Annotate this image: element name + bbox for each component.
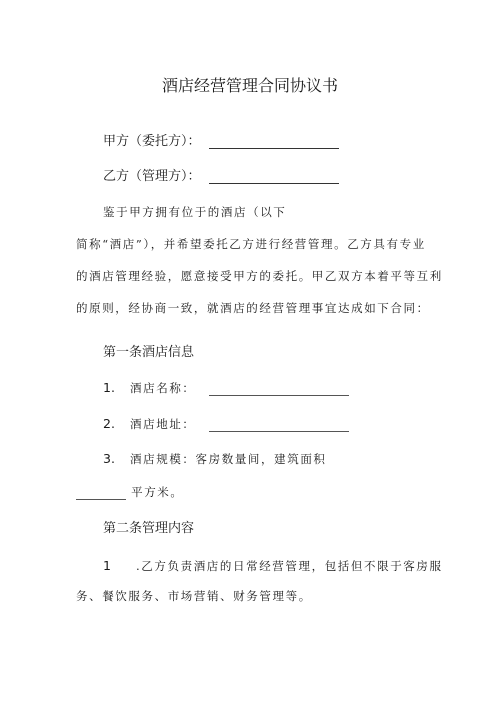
party-b-line [103,165,339,184]
hotel-address-blank [209,418,349,432]
intro-line-1: 鉴于甲方拥有位于的酒店（以下 [103,205,287,219]
article-2-item-1-line-1 [103,555,443,574]
article-2-heading: 第二条管理内容 [103,521,195,536]
item-number: 1 [103,558,111,573]
party-a-label: 甲方（委托方）： [103,134,201,149]
item-number: 3. [103,451,115,466]
article-1-item-1 [103,377,349,396]
item-number: 2. [103,416,115,431]
intro-line-3: 的酒店管理经验，愿意接受甲方的委托。甲乙双方本着平等互利 [76,269,443,283]
hotel-area-line [76,481,184,500]
hotel-address-label: 酒店地址： [130,417,196,431]
hotel-area-blank [76,486,126,500]
item-number: 1. [103,380,115,395]
article-2-item-1-line-2: 务、餐饮服务、市场营销、财务管理等。 [76,589,312,603]
hotel-name-blank [209,382,349,396]
intro-line-4: 的原则，经协商一致，就酒店的经营管理事宜达成如下合同： [76,301,430,315]
article-1-item-3 [103,448,327,467]
party-b-blank [209,168,339,184]
party-a-line [103,130,339,149]
document-title: 酒店经营管理合同协议书 [161,76,338,95]
article-2-item-1-text: .乙方负责酒店的日常经营管理，包括但不限于客房服 [136,559,443,573]
article-1-heading: 第一条酒店信息 [103,345,195,360]
hotel-name-label: 酒店名称： [130,381,196,395]
article-1-item-2 [103,413,349,432]
party-b-label: 乙方（管理方）： [103,169,201,184]
hotel-area-suffix: 平方米。 [131,485,184,499]
intro-line-2: 简称“酒店”），并希望委托乙方进行经营管理。乙方具有专业 [76,237,426,251]
party-a-blank [209,133,339,149]
hotel-scale-label: 酒店规模：客房数量间，建筑面积 [130,452,327,466]
